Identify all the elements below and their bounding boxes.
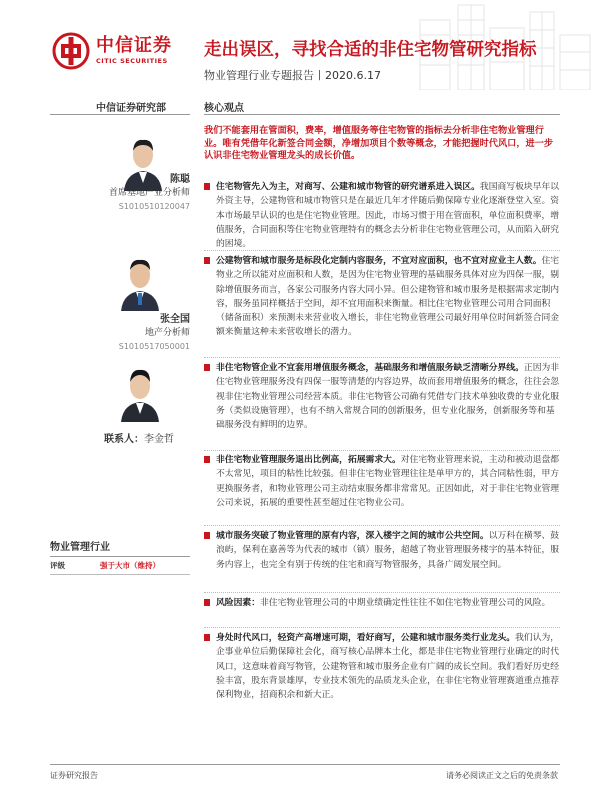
rating-value: 强于大市（维持） [100, 561, 160, 570]
analyst-card-1 [50, 173, 190, 213]
bullet-body: 非住宅物业管理公司的中期业绩确定性往往不如住宅物业管理公司的风险。 [260, 598, 551, 608]
report-subtitle: 物业管理行业专题报告丨2020.6.17 [204, 69, 381, 82]
citic-logo-icon [52, 32, 90, 70]
rating-label: 评级 [50, 561, 65, 570]
industry-rating-block [50, 538, 190, 575]
rating-row [50, 557, 190, 575]
analyst-photo-2 [117, 253, 163, 311]
footer-divider [50, 764, 560, 765]
bullet-lead: 风险因素： [216, 598, 260, 608]
bullet-body: 我们认为，企事业单位后勤保障社会化，商写核心品牌本土化，都是非住宅物业管理行业确定的时代风口，这意味着商写物管，公建物管和城市服务企业有广阔的成长空间。我们看好历史经验丰富，股东背景雄厚，专业技术领先的品质龙头企业，在非住宅物业管理赛道重点推荐保利物业，招商积余和新大正。 [216, 633, 560, 701]
bullet-point [204, 596, 562, 610]
bullet-divider [204, 250, 560, 251]
footer-label: 证券研究报告 [50, 771, 98, 780]
bullet-point [204, 254, 562, 340]
analyst-name: 张全国 [160, 314, 190, 325]
bullet-lead: 城市服务突破了物业管理的原有内容，深入楼宇之间的城市公共空间。 [216, 531, 489, 541]
bullet-point [204, 453, 562, 510]
report-header [0, 0, 600, 90]
bullet-divider [204, 627, 560, 628]
bullet-divider [204, 357, 560, 358]
bullet-point [204, 529, 562, 572]
industry-name: 物业管理行业 [50, 538, 190, 557]
contact-label: 联系人： [104, 434, 144, 445]
analyst-role: 地产分析师 [144, 328, 190, 338]
bullet-marker [204, 634, 210, 641]
bullet-body: 我国商写板块早年以外资主导，公建物管和城市物管只是在最近几年才伴随后勤保障专业化逐渐登堂入室。资本市场最早认识的也是住宅物业管理。因此，市场习惯于用在管面积，单位面积费率，增值服务，合同面积等住宅物业管理特有的概念去分析非住宅物业管理公司，从而陷入研究的困境。 [216, 182, 560, 250]
department-label: 中信证券研究部 [96, 103, 166, 114]
bullet-marker [204, 532, 210, 539]
analyst-name: 陈聪 [170, 174, 190, 185]
left-divider [50, 114, 190, 115]
bullet-lead: 公建物管和城市服务是标段化定制内容服务，不宜对应面积，也不宜对应业主人数。 [216, 256, 542, 266]
disclaimer-note: 请务必阅读正文之后的免责条款 [446, 771, 558, 780]
contact-person [104, 430, 174, 445]
bullet-point [204, 361, 562, 432]
core-views-heading: 核心观点 [204, 103, 244, 114]
analyst-role: 首席基地产业分析师 [108, 188, 190, 198]
bullet-lead: 非住宅物业管理服务退出比例高，拓展需求大。 [216, 455, 401, 465]
bullet-divider [204, 525, 560, 526]
analyst-card-2 [50, 313, 190, 353]
bullet-body: 以万科在横琴、鼓浪屿，保利在嘉善等为代表的城市（镇）服务，超越了物业管理服务楼宇的基本特征，服务内容上，也完全有别于传统的住宅和商写物管服务，具备广阔发展空间。 [216, 531, 560, 570]
contact-name: 李金哲 [144, 434, 174, 445]
bullet-divider [204, 592, 560, 593]
bullet-marker [204, 599, 210, 606]
bullet-body: 住宅物业之所以能对应面积和人数，是因为住宅物业管理的基础服务具体对应为四保一服，剔除增值服务而言，各家公司服务内容大同小异。但公建物管和城市服务是根据需求定制内容，服务虽同样概括于空间，却不宜用面积来衡量。相比住宅物业管理公司用合同面积（储备面积）来预测未来营业收入增长，非住宅物业管理公司最好用单位时间新签合同金额来衡量这种未来营收增长的潜力。 [216, 256, 560, 338]
bullet-point [204, 631, 562, 702]
bullet-lead: 住宅物管先入为主，对商写、公建和城市物管的研究谱系进入误区。 [216, 182, 480, 192]
citic-logo [52, 32, 172, 70]
bullet-lead: 非住宅物管企业不宜套用增值服务概念，基础服务和增值服务缺乏清晰分界线。 [216, 363, 524, 373]
analyst-id: S1010517050001 [118, 342, 190, 351]
bullet-marker [204, 364, 210, 371]
bullet-lead: 身处时代风口，轻资产高增速可期，看好商写，公建和城市服务类行业龙头。 [216, 633, 516, 643]
bullet-marker [204, 456, 210, 463]
bullet-point [204, 180, 562, 251]
bullet-divider [204, 450, 560, 451]
contact-photo [117, 364, 163, 422]
bullet-marker [204, 183, 210, 190]
bullet-marker [204, 257, 210, 264]
analyst-id: S1010510120047 [118, 202, 190, 211]
bullet-body: 正因为非住宅物业管理服务没有四保一服等清楚的内容边界，故而套用增值服务的概念，往往会忽视非住宅物业管理公司经营本质。非住宅物管公司确有凭借专门技术单独收费的专业化服务（类似设施管理），也有不纳入常规合同的创新服务，但专业化服务，创新服务等和基础服务没有鲜明的边界。 [216, 363, 560, 431]
brand-name-cn: 中信证券 [96, 35, 172, 56]
bullet-body: 对住宅物业管理来说，主动和被动退盘都不太常见，项目的粘性比较强。但非住宅物业管理往往是单甲方的，其合同粘性弱，甲方更换服务者，和物业管理公司主动结束服务都非常常见。正因如此，对于非住宅物业管理公司来说，拓展的重要性甚至超过住宅物业公司。 [216, 455, 560, 508]
brand-name-en: CITIC SECURITIES [96, 57, 168, 65]
core-divider [204, 114, 560, 115]
report-title: 走出误区，寻找合适的非住宅物管研究指标 [204, 40, 537, 60]
summary-paragraph: 我们不能套用在管面积，费率，增值服务等住宅物管的指标去分析非住宅物业管理行业。唯有凭借年化新签合同金额，净增加项目个数等概念，才能把握时代风口，进一步认识非住宅物业管理龙头的成长价值。 [204, 125, 554, 161]
